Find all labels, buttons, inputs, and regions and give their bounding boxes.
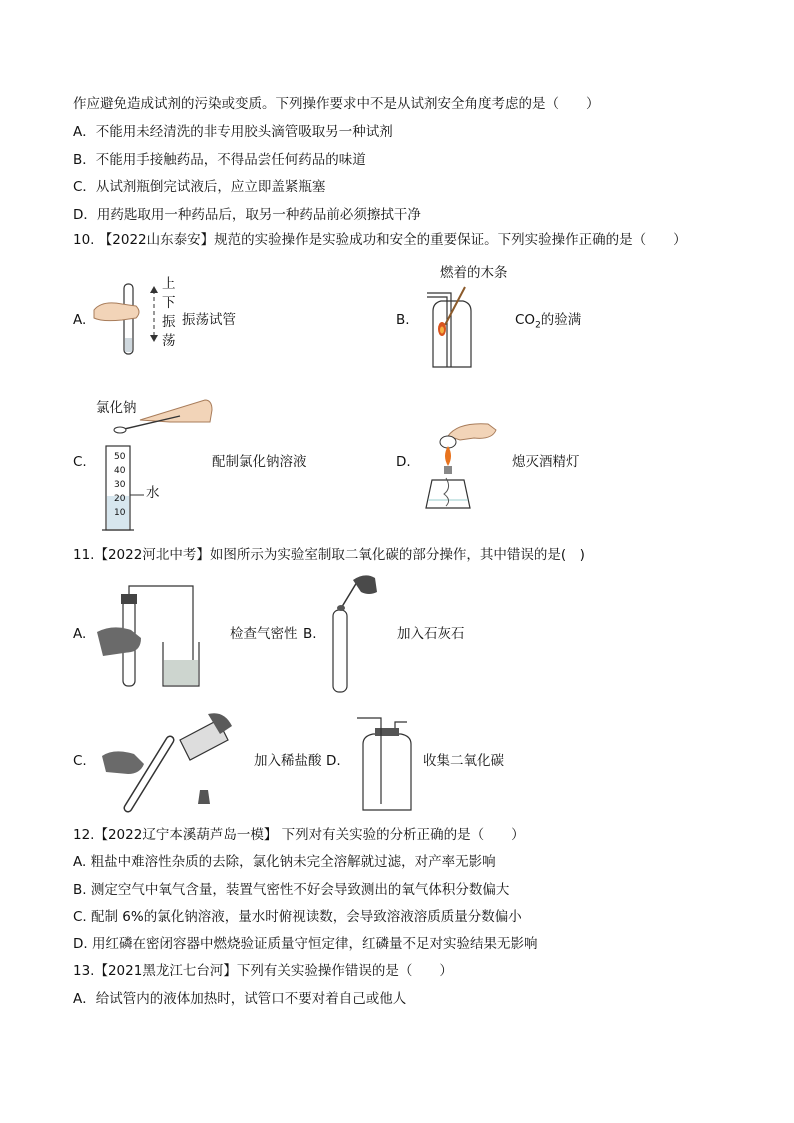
sodium-chloride-label: 氯化钠 xyxy=(96,400,137,416)
q12-option-c: C. 配制 6%的氯化钠溶液，量水时俯视读数，会导致溶液溶质质量分数偏小 xyxy=(73,909,522,925)
water-leader-line xyxy=(130,493,144,497)
q11-a-caption: 检查气密性 xyxy=(230,626,298,642)
water-label: 水 xyxy=(146,485,160,501)
q11-c-letter: C. xyxy=(73,753,87,769)
add-dilute-hcl-figure xyxy=(100,712,240,812)
q9-option-c: C．从试剂瓶倒完试液后，应立即盖紧瓶塞 xyxy=(73,179,326,195)
q13-stem: 13.【2021黑龙江七台河】下列有关实验操作错误的是（ ） xyxy=(73,963,453,979)
q10-a-letter: A. xyxy=(73,312,87,328)
q13-option-a: A．给试管内的液体加热时，试管口不要对着自己或他人 xyxy=(73,991,407,1007)
q12-option-d: D. 用红磷在密闭容器中燃烧验证质量守恒定律，红磷量不足对实验结果无影响 xyxy=(73,936,538,952)
burning-stick-label: 燃着的木条 xyxy=(440,265,508,281)
q11-c-caption: 加入稀盐酸 xyxy=(254,753,322,769)
q12-option-b: B. 测定空气中氧气含量，装置气密性不好会导致测出的氧气体积分数偏大 xyxy=(73,882,510,898)
q11-b-caption: 加入石灰石 xyxy=(397,626,465,642)
q10-stem: 10. 【2022山东泰安】规范的实验操作是实验成功和安全的重要保证。下列实验操作正确的是（ ） xyxy=(73,232,687,248)
up-down-arrow-icon xyxy=(150,286,158,342)
tick-40: 40 xyxy=(114,466,126,476)
q10-c-letter: C. xyxy=(73,454,87,470)
q10-d-letter: D. xyxy=(396,454,411,470)
q10-d-caption: 熄灭酒精灯 xyxy=(512,454,580,470)
tick-20: 20 xyxy=(114,494,126,504)
q9-stem: 作应避免造成试剂的污染或变质。下列操作要求中不是从试剂安全角度考虑的是（ ） xyxy=(73,96,600,112)
tick-50: 50 xyxy=(114,452,126,462)
q10-b-caption-main: CO xyxy=(515,312,536,328)
alcohol-lamp-figure xyxy=(418,408,508,518)
q9-option-b: B．不能用手接触药品，不得品尝任何药品的味道 xyxy=(73,152,366,168)
co2-full-check-figure xyxy=(425,285,480,371)
q12-option-a: A. 粗盐中难溶性杂质的去除，氯化钠未完全溶解就过滤，对产率无影响 xyxy=(73,854,496,870)
q10-b-letter: B. xyxy=(396,312,410,328)
arrow-text-up: 上 xyxy=(162,276,176,292)
q10-b-caption xyxy=(515,311,581,335)
q11-stem: 11.【2022河北中考】如图所示为实验室制取二氧化碳的部分操作，其中错误的是( ) xyxy=(73,547,585,563)
tick-30: 30 xyxy=(114,480,126,490)
arrow-text-swing: 荡 xyxy=(162,333,176,349)
q11-b-letter: B. xyxy=(303,626,317,642)
add-limestone-figure xyxy=(325,572,385,694)
q11-a-letter: A. xyxy=(73,626,87,642)
q9-option-d: D．用药匙取用一种药品后，取另一种药品前必须擦拭干净 xyxy=(73,207,421,223)
shake-test-tube-figure xyxy=(92,282,152,362)
arrow-text-shake: 振 xyxy=(162,314,176,330)
q10-b-caption-sub: 2 xyxy=(535,320,541,331)
q10-b-caption-rest: 的验满 xyxy=(540,312,582,328)
q10-c-caption: 配制氯化钠溶液 xyxy=(212,454,307,470)
q11-d-caption: 收集二氧化碳 xyxy=(423,753,504,769)
tick-10: 10 xyxy=(114,508,126,518)
q11-d-letter: D. xyxy=(326,753,341,769)
airtightness-check-figure xyxy=(95,580,205,690)
q9-option-a: A．不能用未经清洗的非专用胶头滴管吸取另一种试剂 xyxy=(73,124,393,140)
q10-a-caption: 振荡试管 xyxy=(182,312,236,328)
q12-stem: 12.【2022辽宁本溪葫芦岛一模】 下列对有关实验的分析正确的是（ ） xyxy=(73,827,525,843)
collect-co2-figure xyxy=(355,714,415,812)
arrow-text-down: 下 xyxy=(162,295,176,311)
